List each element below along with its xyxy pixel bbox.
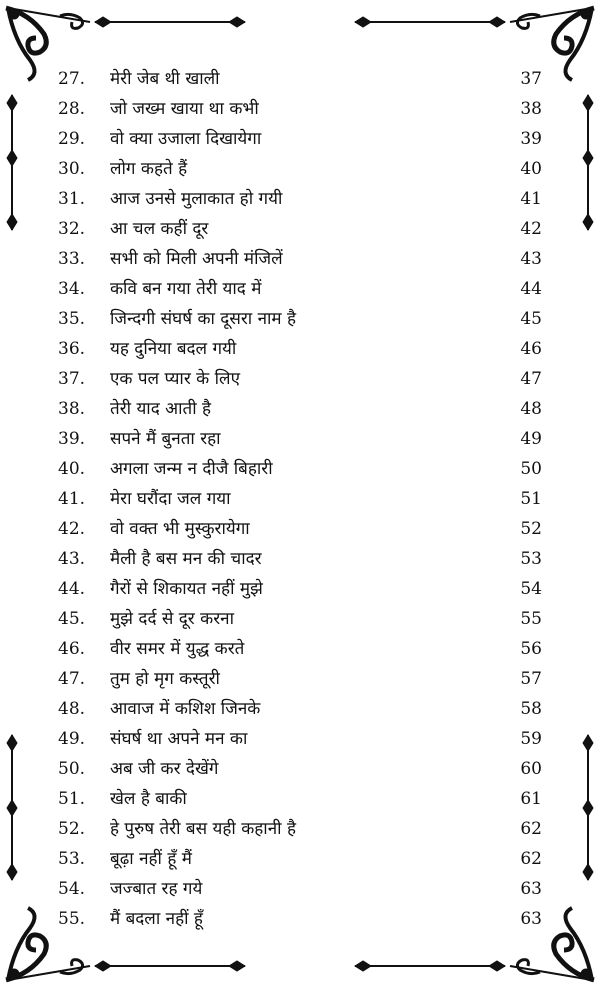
toc-entry[interactable]: [58, 214, 542, 244]
entry-title: गैरों से शिकायत नहीं मुझे: [110, 579, 263, 599]
entry-title: कवि बन गया तेरी याद में: [110, 279, 262, 299]
toc-entry[interactable]: [58, 694, 542, 724]
entry-number: 53.: [58, 849, 86, 869]
entry-number: 43.: [58, 549, 86, 569]
toc-entry[interactable]: [58, 484, 542, 514]
entry-number: 30.: [58, 159, 86, 179]
toc-entry[interactable]: [58, 724, 542, 754]
entry-number: 46.: [58, 639, 86, 659]
entry-title: तुम हो मृग कस्तूरी: [110, 669, 220, 689]
entry-title: जिन्दगी संघर्ष का दूसरा नाम है: [110, 309, 297, 329]
bottom-rule-right-icon: [355, 961, 505, 971]
entry-page-number: 53: [520, 549, 542, 569]
entry-title: बूढ़ा नहीं हूँ मैं: [110, 849, 192, 869]
entry-page-number: 39: [520, 129, 542, 149]
entry-number: 50.: [58, 759, 86, 779]
entry-page-number: 59: [520, 729, 542, 749]
right-rule-lower-icon: [583, 735, 593, 880]
entry-number: 51.: [58, 789, 86, 809]
entry-number: 29.: [58, 129, 86, 149]
toc-entry[interactable]: [58, 364, 542, 394]
toc-entry[interactable]: [58, 844, 542, 874]
toc-entry[interactable]: [58, 814, 542, 844]
entry-number: 47.: [58, 669, 86, 689]
entry-title: आज उनसे मुलाकात हो गयी: [110, 189, 283, 209]
entry-page-number: 37: [520, 69, 542, 89]
right-rule-upper-icon: [583, 95, 593, 230]
toc-entry[interactable]: [58, 664, 542, 694]
entry-number: 35.: [58, 309, 86, 329]
entry-title: वीर समर में युद्ध करते: [110, 639, 245, 659]
entry-title: हे पुरुष तेरी बस यही कहानी है: [110, 819, 296, 839]
top-rule-left-icon: [95, 17, 245, 27]
entry-title: यह दुनिया बदल गयी: [110, 339, 237, 359]
entry-title: मैं बदला नहीं हूँ: [110, 909, 203, 929]
toc-entry[interactable]: [58, 154, 542, 184]
entry-number: 44.: [58, 579, 86, 599]
entry-page-number: 51: [520, 489, 542, 509]
top-rule-right-icon: [355, 17, 505, 27]
entry-title: मुझे दर्द से दूर करना: [110, 609, 235, 629]
entry-number: 39.: [58, 429, 86, 449]
entry-page-number: 44: [520, 279, 542, 299]
toc-entry[interactable]: [58, 424, 542, 454]
entry-page-number: 49: [520, 429, 542, 449]
entry-page-number: 40: [520, 159, 542, 179]
entry-page-number: 38: [520, 99, 542, 119]
entry-page-number: 61: [520, 789, 542, 809]
entry-number: 37.: [58, 369, 86, 389]
toc-entry[interactable]: [58, 304, 542, 334]
entry-page-number: 45: [520, 309, 542, 329]
toc-entry[interactable]: [58, 514, 542, 544]
entry-number: 52.: [58, 819, 86, 839]
entry-number: 32.: [58, 219, 86, 239]
entry-page-number: 63: [520, 879, 542, 899]
toc-entry[interactable]: [58, 874, 542, 904]
toc-entry[interactable]: [58, 754, 542, 784]
entry-page-number: 54: [520, 579, 542, 599]
entry-number: 41.: [58, 489, 86, 509]
entry-page-number: 57: [520, 669, 542, 689]
toc-entry[interactable]: [58, 574, 542, 604]
entry-page-number: 52: [520, 519, 542, 539]
entry-title: संघर्ष था अपने मन का: [110, 729, 248, 749]
entry-title: आवाज में कशिश जिनके: [110, 699, 261, 719]
toc-entry[interactable]: [58, 184, 542, 214]
entry-title: जज्बात रह गये: [110, 879, 203, 899]
toc-entry[interactable]: [58, 904, 542, 934]
toc-entry[interactable]: [58, 64, 542, 94]
entry-title: अगला जन्म न दीजै बिहारी: [110, 459, 273, 479]
entry-number: 45.: [58, 609, 86, 629]
entry-title: मैली है बस मन की चादर: [110, 549, 262, 569]
entry-number: 40.: [58, 459, 86, 479]
toc-entry[interactable]: [58, 334, 542, 364]
entry-page-number: 62: [520, 819, 542, 839]
entry-number: 38.: [58, 399, 86, 419]
entry-title: एक पल प्यार के लिए: [110, 369, 240, 389]
entry-number: 54.: [58, 879, 86, 899]
entry-page-number: 46: [520, 339, 542, 359]
contents-list: [58, 64, 542, 934]
entry-title: मेरा घरौंदा जल गया: [110, 489, 231, 509]
toc-entry[interactable]: [58, 94, 542, 124]
toc-entry[interactable]: [58, 544, 542, 574]
entry-page-number: 50: [520, 459, 542, 479]
entry-page-number: 41: [520, 189, 542, 209]
toc-entry[interactable]: [58, 244, 542, 274]
toc-entry[interactable]: [58, 274, 542, 304]
entry-number: 28.: [58, 99, 86, 119]
entry-number: 31.: [58, 189, 86, 209]
entry-page-number: 56: [520, 639, 542, 659]
entry-title: अब जी कर देखेंगे: [110, 759, 219, 779]
entry-title: सपने मैं बुनता रहा: [110, 429, 221, 449]
toc-entry[interactable]: [58, 394, 542, 424]
entry-number: 27.: [58, 69, 86, 89]
entry-title: वो क्या उजाला दिखायेगा: [110, 129, 262, 149]
entry-page-number: 63: [520, 909, 542, 929]
toc-entry[interactable]: [58, 604, 542, 634]
left-rule-lower-icon: [7, 735, 17, 880]
toc-entry[interactable]: [58, 454, 542, 484]
entry-page-number: 42: [520, 219, 542, 239]
entry-page-number: 43: [520, 249, 542, 269]
entry-title: वो वक्त भी मुस्कुरायेगा: [110, 519, 250, 539]
entry-page-number: 58: [520, 699, 542, 719]
entry-title: खेल है बाकी: [110, 789, 187, 809]
entry-number: 36.: [58, 339, 86, 359]
entry-title: जो जख्म खाया था कभी: [110, 99, 259, 119]
entry-number: 48.: [58, 699, 86, 719]
entry-title: लोग कहते हैं: [110, 159, 188, 179]
entry-number: 42.: [58, 519, 86, 539]
entry-page-number: 60: [520, 759, 542, 779]
entry-number: 55.: [58, 909, 86, 929]
entry-number: 34.: [58, 279, 86, 299]
entry-number: 49.: [58, 729, 86, 749]
entry-number: 33.: [58, 249, 86, 269]
entry-title: मेरी जेब थी खाली: [110, 69, 220, 89]
entry-page-number: 48: [520, 399, 542, 419]
toc-entry[interactable]: [58, 634, 542, 664]
entry-page-number: 47: [520, 369, 542, 389]
entry-title: तेरी याद आती है: [110, 399, 212, 419]
toc-entry[interactable]: [58, 784, 542, 814]
entry-title: सभी को मिली अपनी मंजिलें: [110, 249, 283, 269]
left-rule-upper-icon: [7, 95, 17, 230]
toc-entry[interactable]: [58, 124, 542, 154]
entry-page-number: 62: [520, 849, 542, 869]
entry-page-number: 55: [520, 609, 542, 629]
entry-title: आ चल कहीं दूर: [110, 219, 209, 239]
bottom-rule-left-icon: [95, 961, 245, 971]
